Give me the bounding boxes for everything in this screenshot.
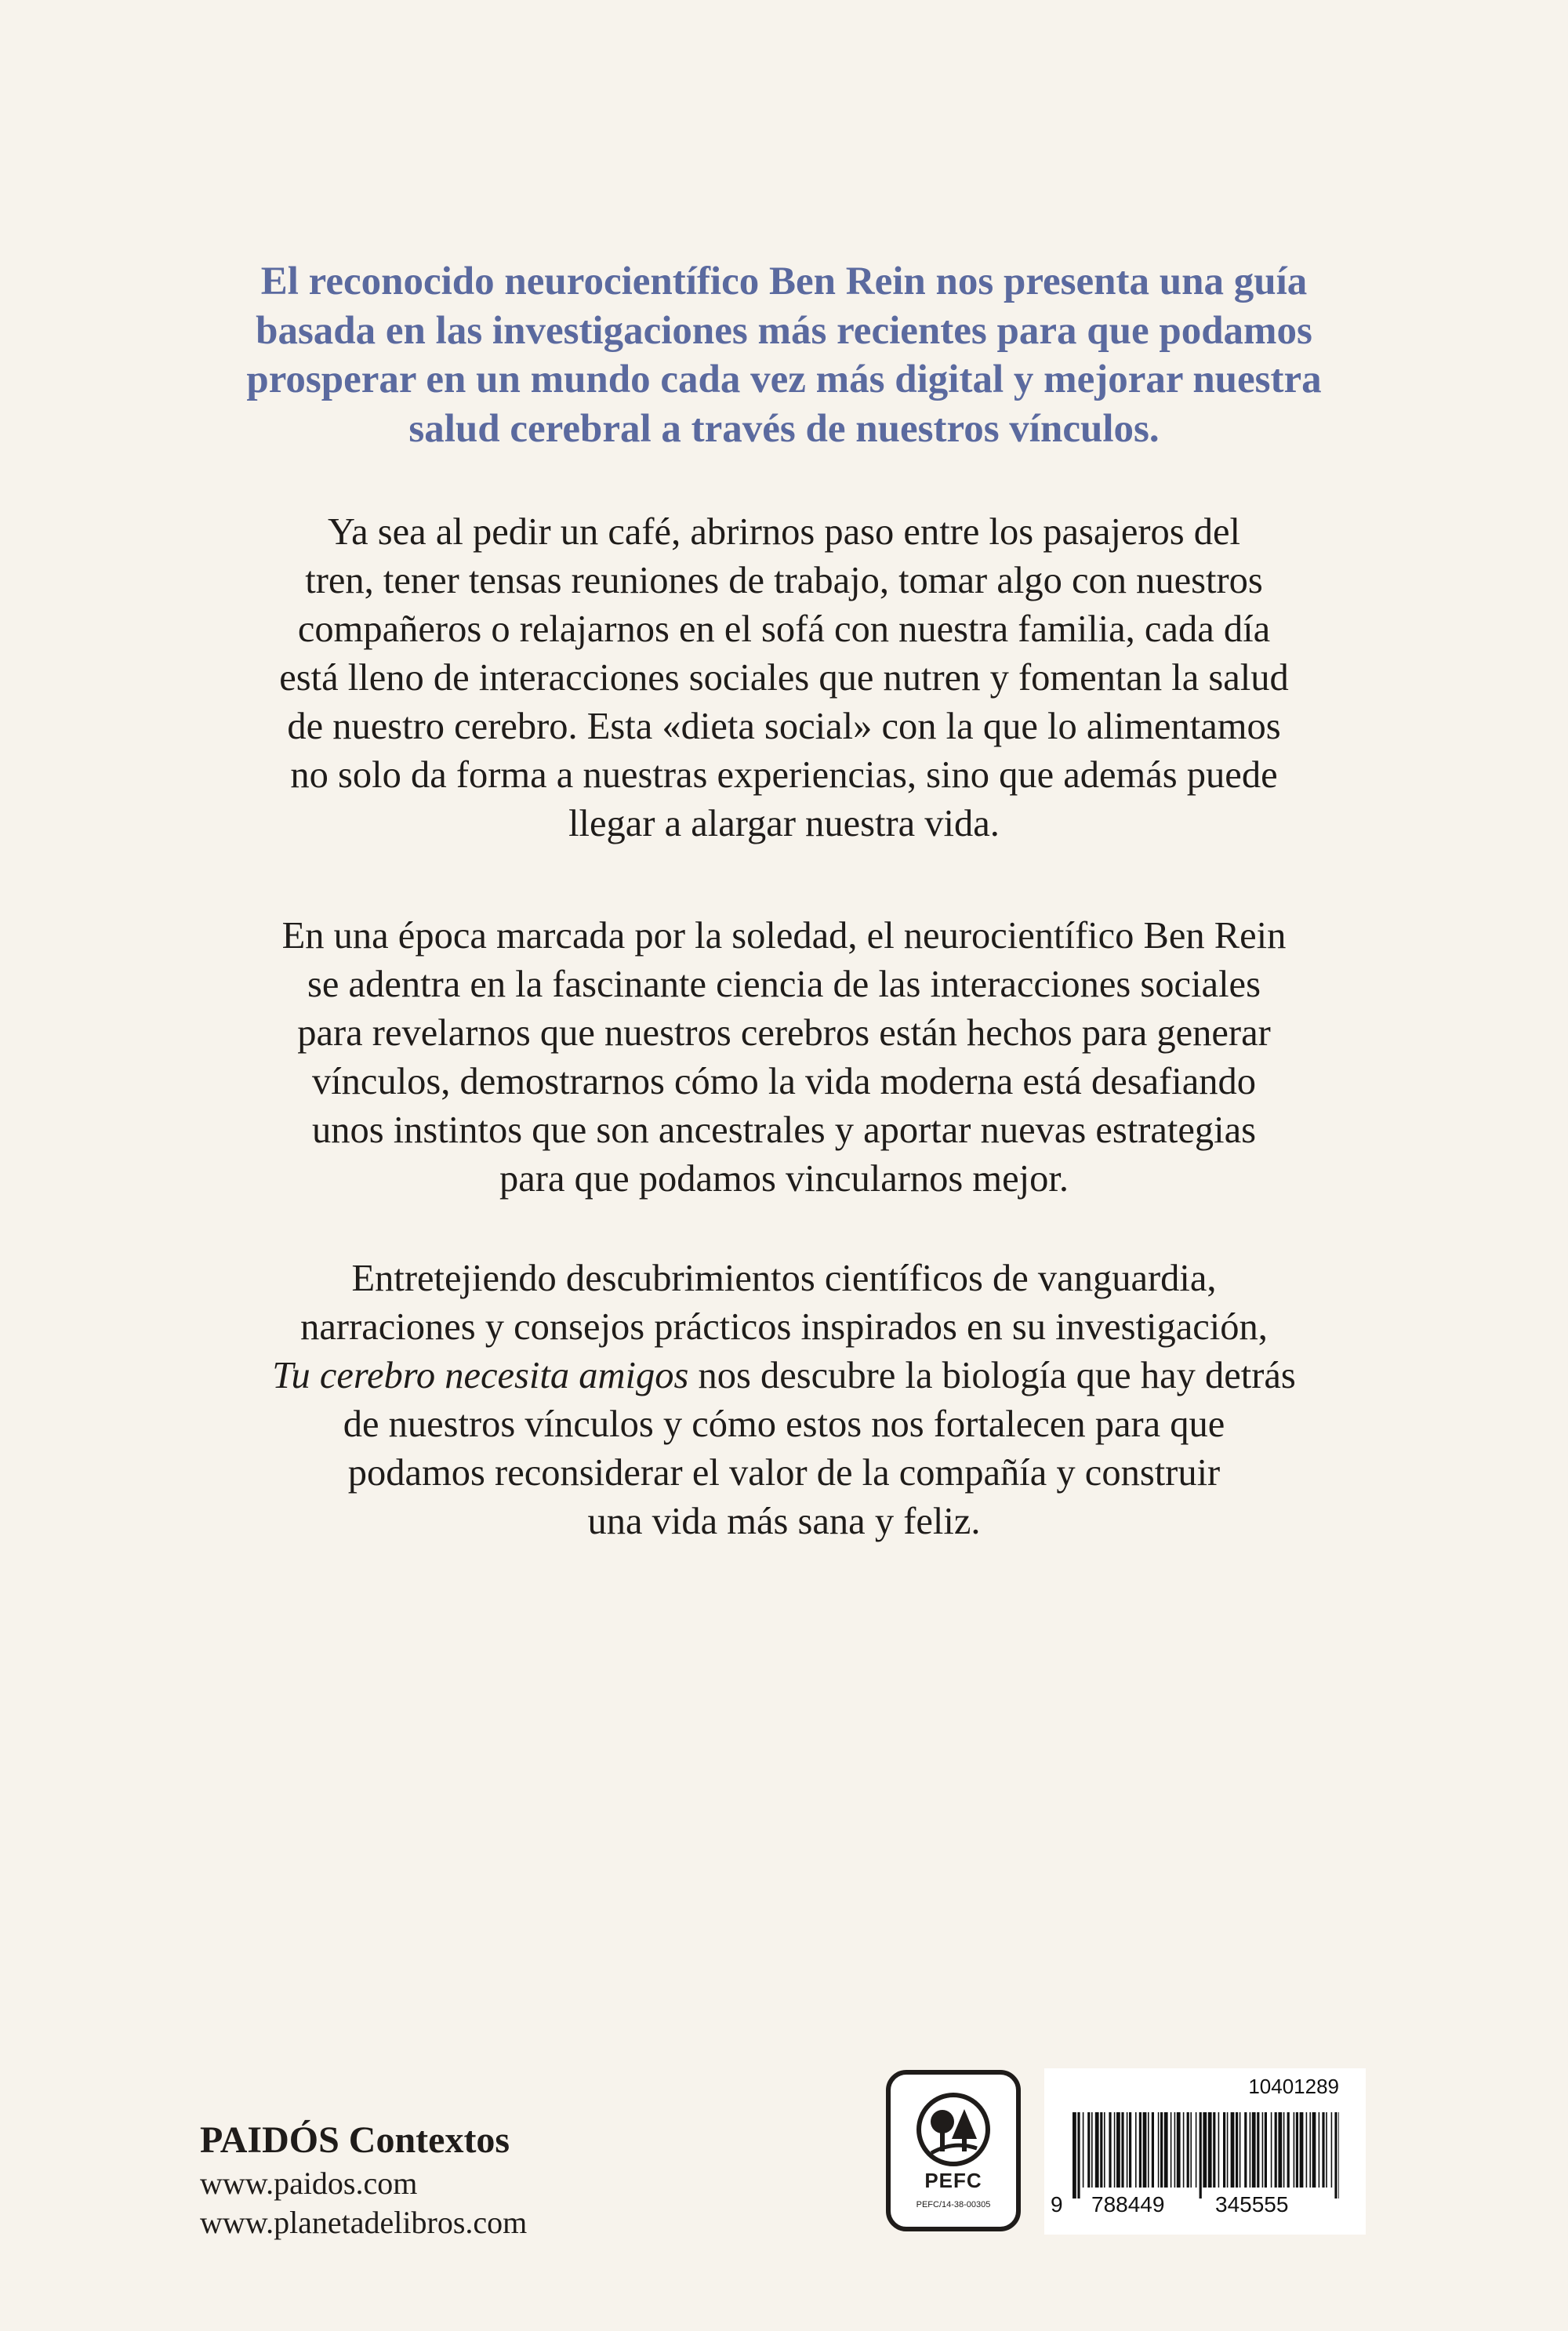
barcode-bar (1223, 2112, 1225, 2188)
barcode-bar (1095, 2112, 1099, 2188)
paragraph-line: vínculos, demostrarnos cómo la vida moderna está desafiando (311, 1061, 1257, 1102)
pefc-label: PEFC (924, 2169, 982, 2192)
paragraph-line: llegar a alargar nuestra vida. (568, 803, 1000, 844)
lead-blurb (180, 257, 1388, 453)
publisher-store-link[interactable]: www.planetadelibros.com (200, 2205, 528, 2240)
isbn-group-2: 345555 (1215, 2192, 1289, 2217)
barcode-bar (1227, 2112, 1229, 2188)
barcode-bar (1322, 2112, 1324, 2188)
barcode-bar (1240, 2112, 1241, 2188)
barcode-bar (1244, 2112, 1247, 2188)
pefc-code: PEFC/14-38-00305 (916, 2200, 991, 2209)
paragraph-line: unos instintos que son ancestrales y aportar nuevas estrategias (311, 1109, 1257, 1151)
barcode-reference: 10401289 (1248, 2075, 1339, 2098)
barcode-bar (1091, 2112, 1093, 2188)
barcode-bar (1158, 2112, 1160, 2188)
barcode-bar (1334, 2112, 1337, 2198)
barcode-bar (1129, 2112, 1131, 2188)
barcode-bar (1309, 2112, 1311, 2188)
barcode-bar (1104, 2112, 1105, 2188)
barcode-bar (1218, 2112, 1220, 2188)
isbn-barcode (1044, 2068, 1366, 2235)
blurb-line: salud cerebral a través de nuestros vínculos. (408, 406, 1160, 451)
paragraph-line: podamos reconsiderar el valor de la compañía y construir (347, 1452, 1221, 1494)
barcode-bar (1121, 2112, 1123, 2188)
barcode-bar (1135, 2112, 1137, 2188)
paragraph-line: narraciones y consejos prácticos inspirados en su investigación, (300, 1306, 1268, 1348)
description-paragraph-3 (180, 1254, 1388, 1546)
description-paragraph-1 (180, 508, 1388, 848)
barcode-bar (1262, 2112, 1264, 2188)
pefc-badge (886, 2070, 1021, 2231)
publisher-info (200, 2117, 527, 2242)
paragraph-line: compañeros o relajarnos en el sofá con nuestra familia, cada día (297, 608, 1271, 650)
barcode-bar (1236, 2112, 1238, 2188)
barcode-bar (1187, 2112, 1189, 2188)
barcode-bar (1331, 2112, 1333, 2188)
paragraph-line-rest: nos descubre la biología que hay detrás (688, 1355, 1296, 1396)
barcode-bar (1143, 2112, 1147, 2188)
barcode-bar (1200, 2112, 1202, 2198)
barcode-bar (1271, 2112, 1272, 2188)
paragraph-line: para que podamos vincularnos mejor. (499, 1158, 1069, 1200)
barcode-bar (1148, 2112, 1149, 2188)
barcode-bar (1294, 2112, 1295, 2188)
barcode-bar (1177, 2112, 1181, 2188)
isbn-prefix-digit: 9 (1051, 2192, 1063, 2217)
paragraph-line: está lleno de interacciones sociales que nutren y fomentan la salud (279, 657, 1289, 699)
barcode-bar (1109, 2112, 1111, 2188)
blurb-line: basada en las investigaciones más recientes para que podamos (256, 308, 1312, 353)
paragraph-line: de nuestro cerebro. Esta «dieta social» con la que lo alimentamos (287, 706, 1281, 747)
barcode-bar (1073, 2112, 1076, 2198)
barcode-bar (1174, 2112, 1176, 2188)
barcode-bar (1287, 2112, 1290, 2188)
barcode-bar (1296, 2112, 1298, 2188)
barcode-bar (1231, 2112, 1235, 2188)
paragraph-line: una vida más sana y feliz. (587, 1501, 981, 1542)
book-title: Tu cerebro necesita amigos (272, 1355, 689, 1396)
barcode-bar (1127, 2112, 1128, 2188)
publisher-website-link[interactable]: www.paidos.com (200, 2166, 418, 2201)
paragraph-line: Ya sea al pedir un café, abrirnos paso entre los pasajeros del (327, 511, 1241, 553)
barcode-bar (1203, 2112, 1207, 2188)
barcode-bar (1278, 2112, 1282, 2188)
barcode-bar (1164, 2112, 1168, 2188)
barcode-bar (1300, 2112, 1304, 2188)
barcode-bar (1213, 2112, 1215, 2188)
barcode-bar (1087, 2112, 1090, 2188)
paragraph-line: no solo da forma a nuestras experiencias, sino que además puede (290, 754, 1278, 796)
barcode-bar (1190, 2112, 1192, 2188)
blurb-line: prosperar en un mundo cada vez más digital y mejorar nuestra (246, 358, 1322, 401)
barcode-bar (1208, 2112, 1212, 2188)
barcode-bar (1326, 2112, 1327, 2188)
pefc-tree-logo-icon (916, 2092, 991, 2167)
barcode-bar (1312, 2112, 1316, 2188)
barcode-bar (1250, 2112, 1251, 2188)
blurb-line: El reconocido neurocientífico Ben Rein nos presenta una guía (260, 260, 1308, 303)
barcode-bar (1265, 2112, 1267, 2188)
paragraph-line: de nuestros vínculos y cómo estos nos fortalecen para que (343, 1403, 1225, 1445)
barcode-bar (1183, 2112, 1185, 2188)
barcode-bar (1275, 2112, 1277, 2188)
isbn-group-1: 788449 (1091, 2192, 1165, 2217)
barcode-bar (1257, 2112, 1259, 2188)
barcode-bar (1116, 2112, 1120, 2188)
paragraph-line-with-title (180, 1352, 1388, 1400)
barcode-bar (1114, 2112, 1116, 2188)
paragraph-line: En una época marcada por la soledad, el neurocientífico Ben Rein (281, 915, 1287, 957)
barcode-bar (1160, 2112, 1163, 2188)
publisher-imprint: PAIDÓS Contextos (200, 2119, 510, 2161)
barcode-bar (1306, 2112, 1308, 2188)
barcode-bar (1171, 2112, 1172, 2188)
barcode-bar (1139, 2112, 1142, 2188)
barcode-bar (1077, 2112, 1080, 2198)
barcode-bar (1338, 2112, 1339, 2198)
barcode-bar (1083, 2112, 1084, 2188)
barcode-bar (1152, 2112, 1154, 2188)
paragraph-line: tren, tener tensas reuniones de trabajo, tomar algo con nuestros (305, 560, 1263, 601)
barcode-bar (1196, 2112, 1197, 2188)
description-paragraph-2 (180, 912, 1388, 1204)
paragraph-line: se adentra en la fascinante ciencia de las interacciones sociales (307, 964, 1261, 1005)
barcode-bar (1319, 2112, 1320, 2188)
barcode-bar (1252, 2112, 1256, 2188)
barcode-bar (1283, 2112, 1285, 2188)
barcode-bar (1100, 2112, 1102, 2188)
barcode-bars (1073, 2112, 1339, 2198)
paragraph-line: Entretejiendo descubrimientos científicos de vanguardia, (351, 1258, 1217, 1299)
paragraph-line: para revelarnos que nuestros cerebros están hechos para generar (297, 1012, 1271, 1054)
